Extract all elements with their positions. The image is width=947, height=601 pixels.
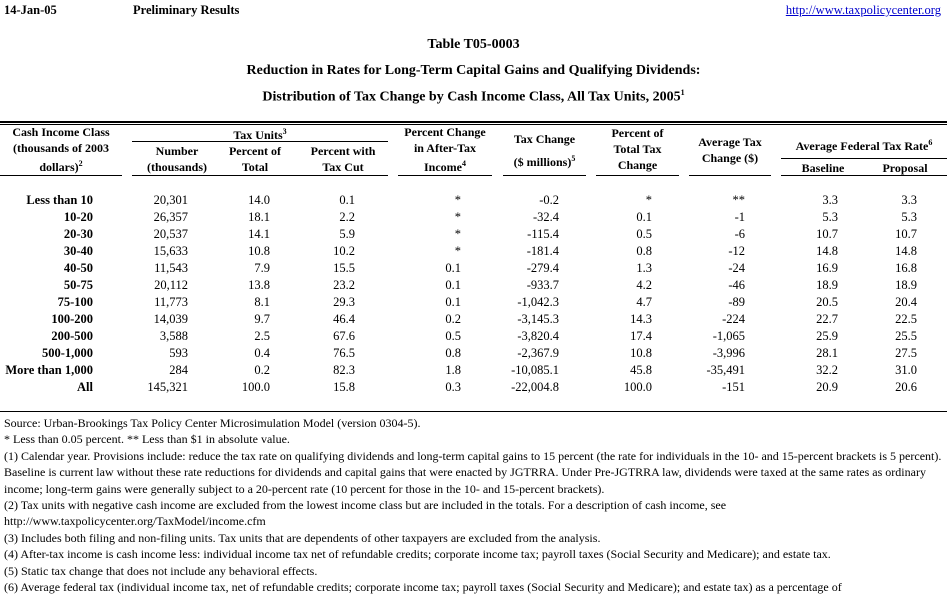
cell-percent-with-tax-cut: 2.2 bbox=[339, 210, 355, 224]
cell-income-class: 75-100 bbox=[57, 295, 93, 309]
cell-tax-change: -3,145.3 bbox=[517, 312, 559, 326]
cell-tax-change: -1,042.3 bbox=[517, 295, 559, 309]
cell-number: 20,537 bbox=[153, 227, 188, 241]
cell-proposal-rate: 22.5 bbox=[895, 312, 917, 326]
rule bbox=[132, 141, 388, 142]
cell-proposal-rate: 20.6 bbox=[895, 380, 917, 394]
header-line: Change ($) bbox=[701, 151, 759, 165]
cell-baseline-rate: 5.3 bbox=[822, 210, 838, 224]
header-average-federal-tax-rate bbox=[781, 135, 947, 154]
cell-average-tax-change: -1 bbox=[734, 210, 745, 224]
cell-average-tax-change: -89 bbox=[728, 295, 745, 309]
table-row bbox=[0, 278, 947, 295]
header-line: Total bbox=[241, 160, 269, 174]
table-row bbox=[0, 244, 947, 261]
footnote: * Less than 0.05 percent. ** Less than $1 in absolute value. bbox=[4, 432, 290, 447]
cell-number: 20,112 bbox=[154, 278, 188, 292]
header-tax-change bbox=[503, 131, 586, 170]
cell-average-tax-change: -12 bbox=[728, 244, 745, 258]
header-line: in After-Tax bbox=[413, 141, 477, 155]
tpc-link[interactable]: http://www.taxpolicycenter.org bbox=[785, 3, 941, 17]
footnote: (6) Average federal tax (individual income tax, net of refundable credits; corporate income tax; payroll taxes (Social Security and Medicare); and estate tax) as a percentage of bbox=[4, 580, 842, 595]
table-row bbox=[0, 295, 947, 312]
cell-baseline-rate: 20.5 bbox=[816, 295, 838, 309]
rule bbox=[689, 175, 771, 176]
cell-percent-total-tax-change: 10.8 bbox=[630, 346, 652, 360]
cell-number: 11,773 bbox=[154, 295, 188, 309]
cell-percent-with-tax-cut: 10.2 bbox=[333, 244, 355, 258]
header-line: Tax Cut bbox=[322, 160, 364, 174]
table-row bbox=[0, 380, 947, 397]
table-subtitle bbox=[0, 88, 947, 106]
cell-tax-change: -181.4 bbox=[526, 244, 559, 258]
cell-income-class: 50-75 bbox=[63, 278, 93, 292]
cell-percent-total-tax-change: 100.0 bbox=[623, 380, 652, 394]
cell-baseline-rate: 22.7 bbox=[816, 312, 838, 326]
cell-baseline-rate: 10.7 bbox=[816, 227, 838, 241]
cell-income-class: 20-30 bbox=[63, 227, 93, 241]
cell-percent-with-tax-cut: 5.9 bbox=[339, 227, 355, 241]
table-row bbox=[0, 193, 947, 210]
cell-percent-of-total: 0.2 bbox=[254, 363, 270, 377]
cell-baseline-rate: 16.9 bbox=[816, 261, 838, 275]
cell-tax-change: -22,004.8 bbox=[511, 380, 559, 394]
header-line: Percent of bbox=[228, 144, 282, 158]
cell-average-tax-change: -46 bbox=[728, 278, 745, 292]
cell-percent-of-total: 7.9 bbox=[254, 261, 270, 275]
rule bbox=[0, 175, 122, 176]
cell-number: 20,301 bbox=[153, 193, 188, 207]
cell-baseline-rate: 32.2 bbox=[816, 363, 838, 377]
cell-income-class: 200-500 bbox=[51, 329, 93, 343]
table-row bbox=[0, 346, 947, 363]
cell-tax-change: -10,085.1 bbox=[511, 363, 559, 377]
cell-tax-change: -933.7 bbox=[526, 278, 559, 292]
table-row bbox=[0, 312, 947, 329]
cell-income-class: All bbox=[77, 380, 93, 394]
rule bbox=[132, 175, 388, 176]
cell-percent-total-tax-change: 14.3 bbox=[630, 312, 652, 326]
cell-income-class: 30-40 bbox=[63, 244, 93, 258]
cell-percent-total-tax-change: 4.2 bbox=[636, 278, 652, 292]
cell-percent-of-total: 18.1 bbox=[248, 210, 270, 224]
cell-proposal-rate: 16.8 bbox=[895, 261, 917, 275]
cell-percent-total-tax-change: 4.7 bbox=[636, 295, 652, 309]
table-row bbox=[0, 210, 947, 227]
cell-percent-of-total: 14.1 bbox=[248, 227, 270, 241]
cell-income-class: 100-200 bbox=[51, 312, 93, 326]
footnotes bbox=[4, 415, 944, 595]
cell-average-tax-change: -6 bbox=[734, 227, 745, 241]
cell-percent-total-tax-change: 0.5 bbox=[636, 227, 652, 241]
cell-percent-with-tax-cut: 15.5 bbox=[333, 261, 355, 275]
cell-income-class: 10-20 bbox=[63, 210, 93, 224]
header-cash-income-class bbox=[0, 124, 122, 175]
cell-number: 3,588 bbox=[159, 329, 188, 343]
cell-proposal-rate: 27.5 bbox=[895, 346, 917, 360]
cell-percent-change-after-tax: 0.2 bbox=[445, 312, 461, 326]
cell-number: 15,633 bbox=[153, 244, 188, 258]
cell-percent-change-after-tax: 0.3 bbox=[445, 380, 461, 394]
header-line: Number bbox=[155, 144, 199, 158]
cell-income-class: More than 1,000 bbox=[5, 363, 93, 377]
cell-income-class: 500-1,000 bbox=[41, 346, 93, 360]
footnote-ref: 1 bbox=[680, 88, 685, 97]
cell-number: 593 bbox=[169, 346, 188, 360]
cell-average-tax-change: -24 bbox=[728, 261, 745, 275]
cell-percent-of-total: 13.8 bbox=[248, 278, 270, 292]
cell-proposal-rate: 10.7 bbox=[895, 227, 917, 241]
cell-percent-change-after-tax: * bbox=[454, 244, 461, 258]
cell-percent-change-after-tax: 1.8 bbox=[445, 363, 461, 377]
cell-percent-of-total: 2.5 bbox=[254, 329, 270, 343]
header-text: dollars) bbox=[39, 160, 79, 174]
cell-percent-with-tax-cut: 0.1 bbox=[339, 193, 355, 207]
cell-percent-total-tax-change: 45.8 bbox=[630, 363, 652, 377]
header-line bbox=[392, 156, 498, 175]
header-line: Percent with bbox=[310, 144, 376, 158]
cell-baseline-rate: 28.1 bbox=[816, 346, 838, 360]
cell-baseline-rate: 14.8 bbox=[816, 244, 838, 258]
cell-tax-change: -2,367.9 bbox=[517, 346, 559, 360]
cell-average-tax-change: ** bbox=[732, 193, 745, 207]
cell-average-tax-change: -35,491 bbox=[706, 363, 745, 377]
cell-tax-change: -115.4 bbox=[527, 227, 559, 241]
footnote-ref: 2 bbox=[78, 159, 83, 168]
cell-percent-of-total: 100.0 bbox=[241, 380, 270, 394]
cell-percent-change-after-tax: 0.5 bbox=[445, 329, 461, 343]
cell-baseline-rate: 3.3 bbox=[822, 193, 838, 207]
cell-proposal-rate: 20.4 bbox=[895, 295, 917, 309]
rule bbox=[781, 158, 947, 159]
cell-percent-change-after-tax: * bbox=[454, 227, 461, 241]
cell-income-class: Less than 10 bbox=[26, 193, 93, 207]
cell-percent-change-after-tax: 0.1 bbox=[445, 278, 461, 292]
rule bbox=[398, 175, 492, 176]
cell-percent-with-tax-cut: 29.3 bbox=[333, 295, 355, 309]
cell-proposal-rate: 5.3 bbox=[901, 210, 917, 224]
header-line: Percent Change bbox=[404, 125, 486, 139]
header-percent-with-tax-cut bbox=[298, 143, 388, 175]
footnote: Source: Urban-Brookings Tax Policy Center Microsimulation Model (version 0304-5). bbox=[4, 416, 421, 430]
cell-percent-with-tax-cut: 15.8 bbox=[333, 380, 355, 394]
header-line: Percent of bbox=[611, 126, 664, 140]
table-title: Reduction in Rates for Long-Term Capital Gains and Qualifying Dividends: bbox=[246, 63, 701, 78]
header-number bbox=[132, 143, 222, 175]
footnote: (3) Includes both filing and non-filing units. Tax units that are dependents of other taxpayers are excluded from the analysis. bbox=[4, 530, 601, 545]
cell-tax-change: -0.2 bbox=[539, 193, 559, 207]
footnote-ref: 5 bbox=[571, 154, 576, 163]
cell-number: 11,543 bbox=[154, 261, 188, 275]
bottom-rule bbox=[0, 411, 947, 412]
header-line: Total Tax bbox=[613, 142, 662, 156]
rule bbox=[596, 175, 679, 176]
header-line: Average Tax bbox=[698, 135, 762, 149]
cell-percent-of-total: 10.8 bbox=[248, 244, 270, 258]
header-line: Change bbox=[617, 158, 658, 172]
table-row bbox=[0, 329, 947, 346]
cell-number: 26,357 bbox=[153, 210, 188, 224]
date-label: 14-Jan-05 bbox=[4, 3, 57, 17]
cell-percent-of-total: 8.1 bbox=[254, 295, 270, 309]
footnote-ref: 3 bbox=[282, 127, 287, 136]
cell-percent-with-tax-cut: 82.3 bbox=[333, 363, 355, 377]
cell-proposal-rate: 14.8 bbox=[895, 244, 917, 258]
cell-percent-change-after-tax: 0.1 bbox=[445, 295, 461, 309]
footnote-ref: 6 bbox=[928, 138, 933, 147]
cell-percent-with-tax-cut: 67.6 bbox=[333, 329, 355, 343]
cell-baseline-rate: 20.9 bbox=[816, 380, 838, 394]
header-line: Tax Change bbox=[513, 132, 576, 146]
header-percent-total-tax-change bbox=[596, 125, 679, 173]
status-label: Preliminary Results bbox=[133, 3, 240, 17]
header-line: (thousands) bbox=[146, 160, 208, 174]
cell-income-class: 40-50 bbox=[63, 261, 93, 275]
cell-percent-of-total: 9.7 bbox=[254, 312, 270, 326]
header-text: Tax Units bbox=[233, 128, 283, 142]
header-line bbox=[503, 151, 586, 170]
footnote: (2) Tax units with negative cash income are excluded from the lowest income class but are included in the totals. For a description of cash income, see http://www.taxpolicycenter.org/TaxModel/income.cfm bbox=[4, 498, 727, 529]
cell-proposal-rate: 18.9 bbox=[895, 278, 917, 292]
cell-average-tax-change: -1,065 bbox=[712, 329, 745, 343]
footnote: (4) After-tax income is cash income less: individual income tax net of refundable credits; corporate income tax; payroll taxes (Social Security and Medicare); and estate tax. bbox=[4, 547, 831, 562]
cell-percent-total-tax-change: 1.3 bbox=[636, 261, 652, 275]
footnote-ref: 4 bbox=[462, 159, 466, 168]
cell-number: 284 bbox=[169, 363, 188, 377]
footnote: (5) Static tax change that does not include any behavioral effects. bbox=[4, 563, 318, 578]
cell-number: 145,321 bbox=[147, 380, 188, 394]
cell-baseline-rate: 18.9 bbox=[816, 278, 838, 292]
cell-average-tax-change: -151 bbox=[722, 380, 745, 394]
cell-tax-change: -3,820.4 bbox=[517, 329, 559, 343]
cell-percent-of-total: 14.0 bbox=[248, 193, 270, 207]
cell-percent-with-tax-cut: 46.4 bbox=[333, 312, 355, 326]
cell-baseline-rate: 25.9 bbox=[816, 329, 838, 343]
cell-proposal-rate: 25.5 bbox=[895, 329, 917, 343]
table-row bbox=[0, 363, 947, 380]
cell-percent-with-tax-cut: 23.2 bbox=[333, 278, 355, 292]
cell-percent-total-tax-change: 17.4 bbox=[630, 329, 652, 343]
header-percent-change-after-tax bbox=[392, 124, 498, 175]
cell-percent-total-tax-change: 0.8 bbox=[636, 244, 652, 258]
cell-percent-change-after-tax: 0.8 bbox=[445, 346, 461, 360]
cell-percent-with-tax-cut: 76.5 bbox=[333, 346, 355, 360]
header-text: ($ millions) bbox=[513, 155, 572, 169]
cell-percent-of-total: 0.4 bbox=[254, 346, 270, 360]
footnote: (1) Calendar year. Provisions include: reduce the tax rate on qualifying dividends and long-term capital gains to 15 percent (the rate for individuals in the 10- and 15-percent brackets is 5 percent). Baseline is current law without these rate reductions for dividends and capital gains that were enacted by JGTRRA. Under Pre-JGTRRA law, dividends were taxed at the same rates as ordinary income; long-term gains were generally subject to a 20-percent rate (10 percent for those in the 10- and 15-percent brackets). bbox=[4, 448, 942, 496]
header-line bbox=[0, 156, 122, 175]
cell-percent-total-tax-change: * bbox=[645, 193, 652, 207]
table-row bbox=[0, 227, 947, 244]
cell-tax-change: -32.4 bbox=[532, 210, 559, 224]
header-proposal: Proposal bbox=[882, 161, 928, 175]
rule bbox=[781, 175, 947, 176]
cell-percent-change-after-tax: 0.1 bbox=[445, 261, 461, 275]
cell-proposal-rate: 3.3 bbox=[901, 193, 917, 207]
rule bbox=[503, 175, 586, 176]
header-baseline: Baseline bbox=[801, 161, 845, 175]
cell-percent-change-after-tax: * bbox=[454, 210, 461, 224]
header-text: Average Federal Tax Rate bbox=[795, 139, 929, 153]
cell-average-tax-change: -3,996 bbox=[712, 346, 745, 360]
cell-percent-change-after-tax: * bbox=[454, 193, 461, 207]
header-average-tax-change bbox=[689, 134, 771, 166]
cell-average-tax-change: -224 bbox=[722, 312, 745, 326]
table-row bbox=[0, 261, 947, 278]
cell-percent-total-tax-change: 0.1 bbox=[636, 210, 652, 224]
cell-tax-change: -279.4 bbox=[526, 261, 559, 275]
header-line: (thousands of 2003 bbox=[12, 141, 110, 155]
subtitle-text: Distribution of Tax Change by Cash Income Class, All Tax Units, 2005 bbox=[262, 89, 681, 105]
table-id: Table T05-0003 bbox=[427, 37, 520, 52]
header-percent-of-total bbox=[215, 143, 295, 175]
cell-proposal-rate: 31.0 bbox=[895, 363, 917, 377]
header-text: Income bbox=[424, 160, 462, 174]
header-line: Cash Income Class bbox=[12, 125, 110, 139]
cell-number: 14,039 bbox=[153, 312, 188, 326]
